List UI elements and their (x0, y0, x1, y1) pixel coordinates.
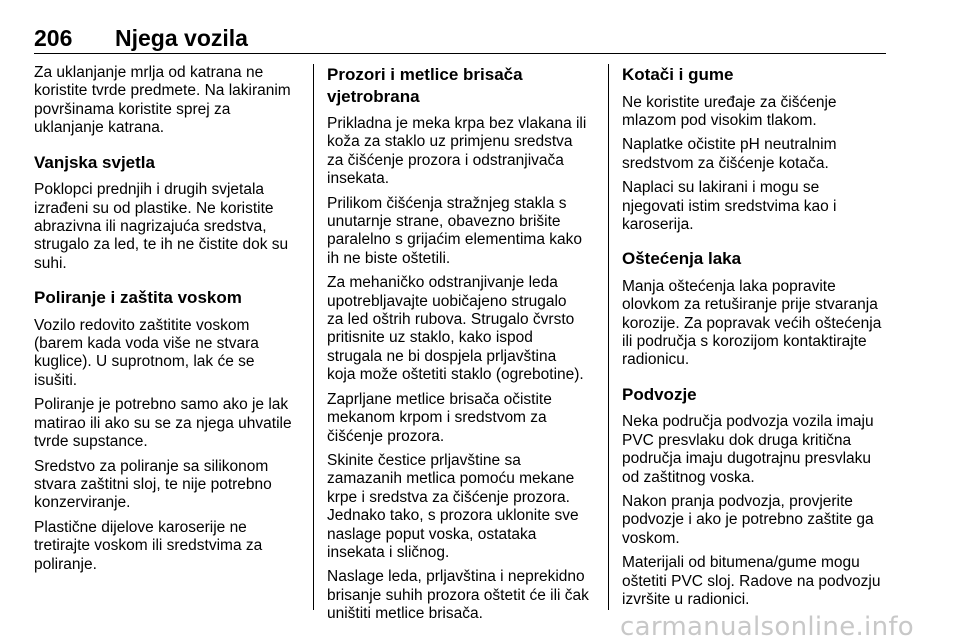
paragraph: Naplatke očistite pH neutralnim sredstvom za čišćenje kotača. (622, 136, 837, 172)
column-right (622, 64, 888, 615)
section-heading-prozori: Prozori i metlice brisača vjetrobrana (327, 65, 523, 106)
paragraph: Naplaci su lakirani i mogu se njegovati istim sredstvima kao i karoserija. (622, 179, 837, 233)
page-number: 206 (34, 25, 73, 51)
paragraph: Skinite čestice prljavštine sa zamazanih metlica pomoću mekane krpe i sredstva za čišćenje prozora. Jednako tako, s prozora uklonite sve naslage poput voska, ostataka insekata i sličnog. (327, 451, 579, 561)
header-rule (34, 53, 886, 54)
section-heading-poliranje: Poliranje i zaštita voskom (34, 288, 242, 308)
paragraph: Naslage leda, prljavština i neprekidno brisanje suhih prozora oštetit će ili čak uništiti metlice brisača. (327, 568, 589, 623)
paragraph: Za mehaničko odstranjivanje leda upotrebljavajte uobičajeno strugalo za led oštrih rubova. Strugalo čvrsto pritisnite uz staklo, kako ispod strugala ne bi dospjela prljavština koja može oštetiti staklo (ogrebotine). (327, 274, 584, 384)
section-heading-ostecenja-laka: Oštećenja laka (622, 249, 742, 269)
paragraph: Plastične dijelove karoserije ne tretirajte voskom ili sredstvima za poliranje. (34, 518, 263, 573)
column-middle (327, 64, 594, 630)
paragraph: Prilikom čišćenja stražnjeg stakla s unutarnje strane, obavezno brišite paralelno s grijaćim elementima kako ih ne biste oštetili. (327, 194, 583, 267)
paragraph: Sredstvo za poliranje sa silikonom stvara zaštitni sloj, te nije potrebno konzerviranje. (34, 457, 272, 512)
chapter-title: Njega vozila (115, 25, 248, 51)
section-heading-kotaci: Kotači i gume (622, 65, 734, 84)
page-header (34, 24, 886, 52)
paragraph: Manja oštećenja laka popravite olovkom za retuširanje prije stvaranja korozije. Za popravak većih oštećenja ili područja s korozijom kontaktirajte radionicu. (622, 277, 882, 369)
watermark: carmanualsonline.info (620, 612, 915, 642)
paragraph: Materijali od bitumena/gume mogu oštetiti PVC sloj. Radove na podvozju izvršite u radionici. (622, 554, 881, 609)
section-heading-vanjska-svjetla: Vanjska svjetla (34, 152, 155, 172)
column-left (34, 64, 299, 580)
paragraph: Neka područja podvozja vozila imaju PVC presvlaku dok druga kritična područja imaju dugotrajnu presvlaku od zaštitnog voska. (622, 413, 874, 486)
paragraph: Ne koristite uređaje za čišćenje mlazom pod visokim tlakom. (622, 93, 837, 129)
column-divider (608, 64, 609, 610)
paragraph: Vozilo redovito zaštitite voskom (barem kada voda više ne stvara kuglice). U suprotnom, lak će se isušiti. (34, 316, 259, 389)
intro-paragraph: Za uklanjanje mrlja od katrana ne koristite tvrde predmete. Na lakiranim površinama koristite sprej za uklanjanje katrana. (34, 64, 291, 137)
paragraph: Prikladna je meka krpa bez vlakana ili koža za staklo uz primjenu sredstva za čišćenje prozora i odstranjivača insekata. (327, 115, 587, 188)
paragraph: Nakon pranja podvozja, provjerite podvozje i ako je potrebno zaštite ga voskom. (622, 493, 874, 547)
column-divider (313, 64, 314, 610)
paragraph: Poliranje je potrebno samo ako je lak matirao ili ako su se za njega uhvatile tvrde supstance. (34, 396, 292, 451)
section-heading-podvozje: Podvozje (622, 384, 697, 404)
paragraph: Poklopci prednjih i drugih svjetala izrađeni su od plastike. Ne koristite abrazivna ili nagrizajuća sredstva, strugalo za led, te ih ne čistite dok su suhi. (34, 181, 289, 272)
paragraph: Zaprljane metlice brisača očistite mekanom krpom i sredstvom za čišćenje prozora. (327, 390, 552, 445)
